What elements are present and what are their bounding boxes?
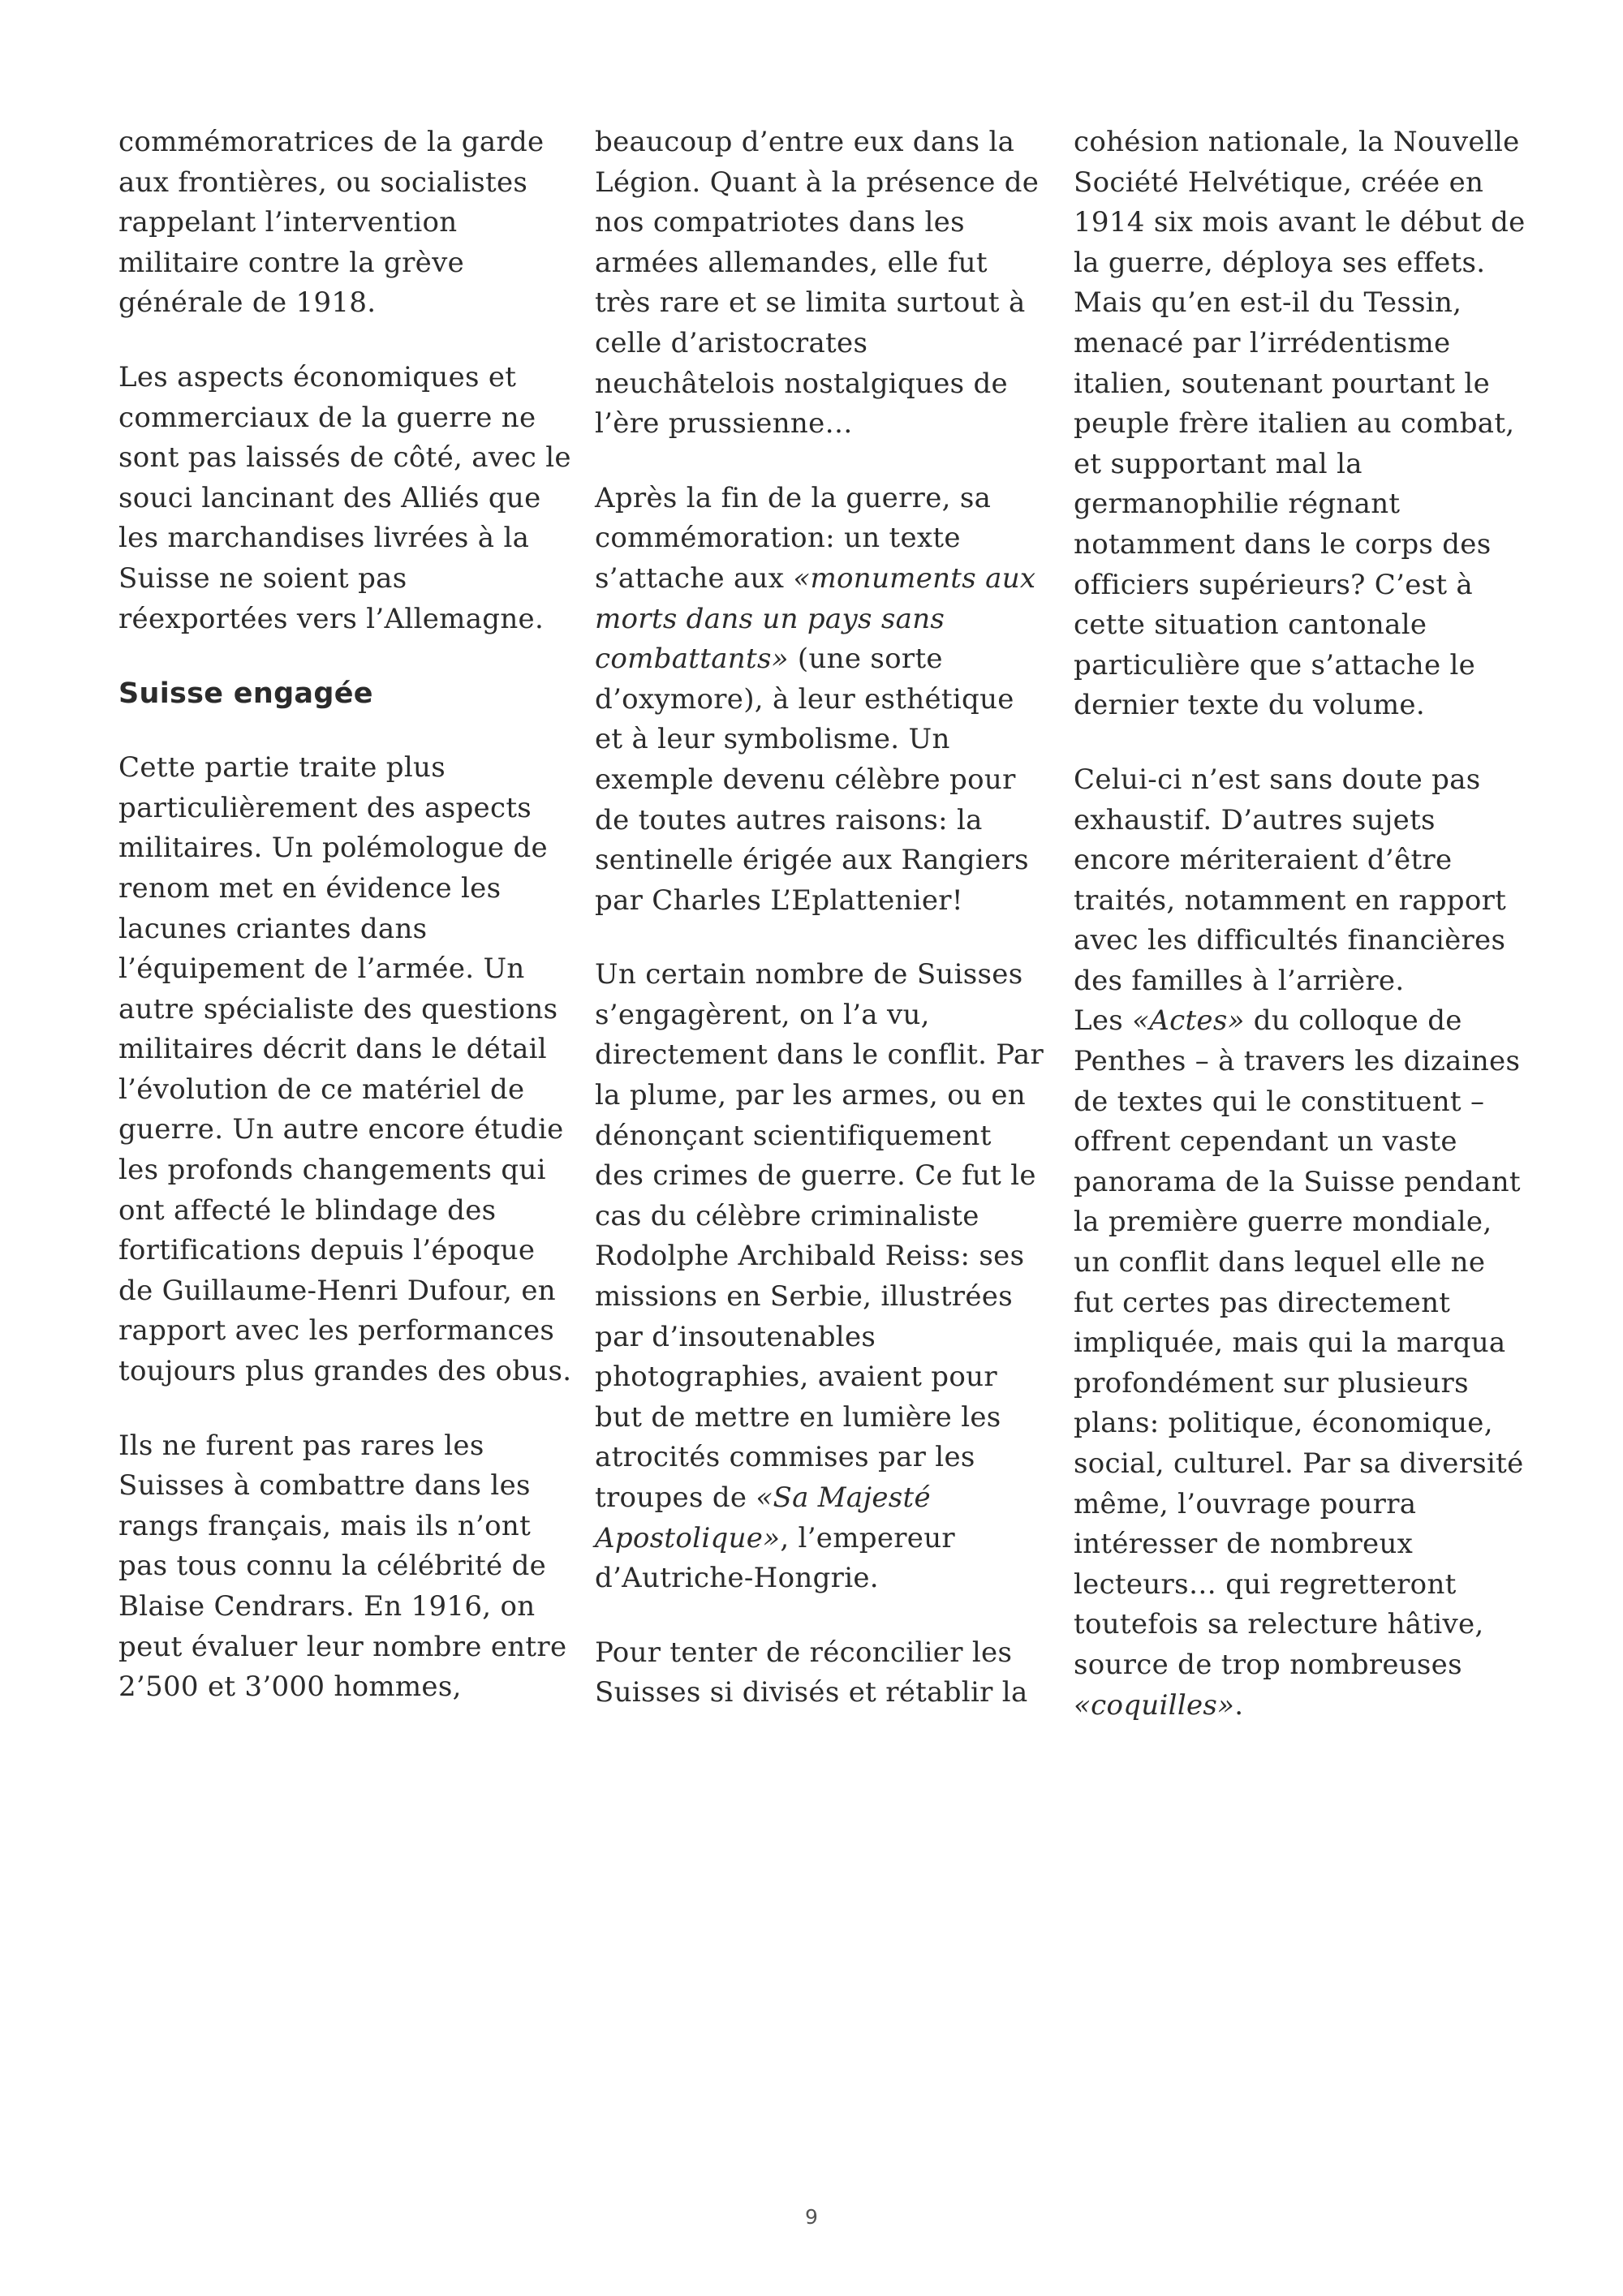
paragraph: commémoratrices de la garde aux frontières, ou socialistes rappelant l’intervention militaire contre la grève générale de 1918. (118, 126, 545, 320)
italic-quote: «monuments aux morts dans un pays sans combattants» (595, 561, 1036, 676)
italic-quote: «Sa Majesté Apostolique» (595, 1481, 931, 1554)
text-span: (une sorte d’oxymore), à leur esthétique et à leur symbolisme. Un exemple devenu célèbre pour de toutes autres raisons: la sentinelle érigée aux Rangiers par Charles L’Eplattenier! (595, 643, 1029, 917)
text-span: Après la fin de la guerre, sa commémoration: un texte s’attache aux (595, 481, 992, 595)
text-column-2 (595, 123, 1049, 1748)
text-span: Les (1074, 1004, 1133, 1038)
paragraph: Les aspects économiques et commerciaux de la guerre ne sont pas laissés de côté, avec le souci lancinant des Alliés que les marchandises livrées à la Suisse ne soient pas réexportées vers l’Allemagne. (118, 360, 571, 635)
paragraph: Ils ne furent pas rares les Suisses à combattre dans les rangs français, mais ils n’ont pas tous connu la célébrité de Blaise Cendrars. En 1916, on peut évaluer leur nombre entre 2’500 et 3’000 hommes, (118, 1429, 567, 1704)
paragraph: Pour tenter de réconcilier les Suisses si divisés et rétablir la (595, 1636, 1028, 1709)
paragraph (595, 955, 1049, 1599)
text-span: du colloque de Penthes – à travers les dizaines de textes qui le constituent – offrent cependant un vaste panorama de la Suisse pendant la première guerre mondiale, un conflit dans lequel elle ne fut certes pas directement impliquée, mais qui la marqua profondément sur plusieurs plans: politique, économique, social, culturel. Par sa diversité même, l’ouvrage pourra intéresser de nombreux lecteurs… qui regretteront toutefois sa relecture hâtive, source de trop nombreuses (1074, 1004, 1524, 1681)
paragraph (1074, 1001, 1528, 1726)
paragraph: cohésion nationale, la Nouvelle Société Helvétique, créée en 1914 six mois avant le début de la guerre, déploya ses effets. Mais qu’en est-il du Tessin, menacé par l’irrédentisme italien, soutenant pourtant le peuple frère italien au combat, et supportant mal la germanophilie régnant notamment dans le corps des officiers supérieurs? C’est à cette situation cantonale particulière que s’attache le dernier texte du volume. (1074, 126, 1526, 722)
paragraph (595, 479, 1049, 922)
text-span: Un certain nombre de Suisses s’engagèrent, on l’a vu, directement dans le conflit. Par la plume, par les armes, ou en dénonçant scientifiquement des crimes de guerre. Ce fut le cas du célèbre criminaliste Rodolphe Archibald Reiss: ses missions en Serbie, illustrées par d’insoutenables photographies, avaient pour but de mettre en lumière les atrocités commises par les troupes de (595, 958, 1044, 1514)
text-column-3 (1074, 123, 1528, 1760)
italic-quote: «Actes» (1132, 1004, 1245, 1038)
text-span: , l’empereur d’Autriche-Hongrie. (595, 1521, 955, 1595)
paragraph: Celui-ci n’est sans doute pas exhaustif. D’autres sujets encore mériteraient d’être traités, notamment en rapport avec les difficultés financières des familles à l’arrière. (1074, 763, 1507, 997)
section-heading: Suisse engagée (118, 677, 373, 711)
text-span: . (1234, 1688, 1244, 1722)
text-column-1 (118, 123, 573, 1742)
paragraph: beaucoup d’entre eux dans la Légion. Quant à la présence de nos compatriotes dans les armées allemandes, elle fut très rare et se limita surtout à celle d’aristocrates neuchâtelois nostalgiques de l’ère prussienne… (595, 126, 1040, 441)
italic-quote: «coquilles» (1074, 1688, 1235, 1722)
paragraph: Cette partie traite plus particulièrement des aspects militaires. Un polémologue de renom met en évidence les lacunes criantes dans l’équipement de l’armée. Un autre spécialiste des questions militaires décrit dans le détail l’évolution de ce matériel de guerre. Un autre encore étudie les profonds changements qui ont affecté le blindage des fortifications depuis l’époque de Guillaume-Henri Dufour, en rapport avec les performances toujours plus grandes des obus. (118, 751, 572, 1388)
page-number: 9 (805, 2205, 818, 2229)
